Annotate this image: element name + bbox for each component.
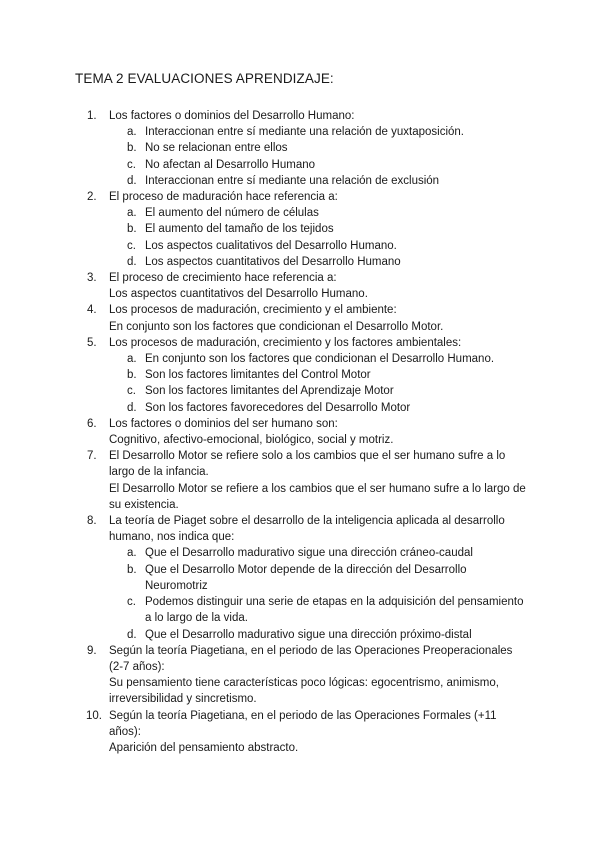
question-6 <box>0 416 529 448</box>
option-text: Los aspectos cualitativos del Desarrollo Humano. <box>145 239 397 252</box>
option-list <box>109 351 529 416</box>
option-list <box>109 124 529 189</box>
question-2 <box>0 189 529 270</box>
option-c <box>109 238 525 254</box>
question-1 <box>0 108 529 189</box>
question-number: 7. <box>87 450 97 463</box>
question-10 <box>0 708 529 757</box>
question-text: Los procesos de maduración, crecimiento y los factores ambientales: <box>109 336 462 349</box>
option-letter: a. <box>127 207 137 220</box>
question-text: Los factores o dominios del ser humano son: <box>109 417 338 430</box>
option-text: Son los factores limitantes del Control Motor <box>145 369 371 382</box>
option-text: El aumento del número de células <box>145 207 319 220</box>
question-text: El Desarrollo Motor se refiere solo a los cambios que el ser humano sufre a lo largo de la infancia. <box>109 450 506 479</box>
option-letter: d. <box>127 174 137 187</box>
question-number: 2. <box>87 191 97 204</box>
question-text: El proceso de crecimiento hace referencia a: <box>109 272 337 285</box>
option-letter: c. <box>127 596 136 609</box>
option-text: El aumento del tamaño de los tejidos <box>145 223 334 236</box>
question-text: Los factores o dominios del Desarrollo Humano: <box>109 110 355 122</box>
question-text: La teoría de Piaget sobre el desarrollo de la inteligencia aplicada al desarrollo humano, nos indica que: <box>109 515 505 544</box>
option-text: Interaccionan entre sí mediante una relación de exclusión <box>145 174 440 187</box>
option-letter: b. <box>127 142 137 155</box>
option-letter: b. <box>127 563 137 576</box>
question-number: 1. <box>87 110 97 122</box>
option-letter: d. <box>127 401 137 414</box>
answer-text: Aparición del pensamiento abstracto. <box>109 741 299 754</box>
option-a <box>109 124 525 140</box>
question-number: 3. <box>87 272 97 285</box>
question-number: 5. <box>87 336 97 349</box>
option-text: No se relacionan entre ellos <box>145 142 288 155</box>
question-text: El proceso de maduración hace referencia a: <box>109 191 338 204</box>
question-number: 6. <box>87 417 97 430</box>
option-text: Son los factores favorecedores del Desarrollo Motor <box>145 401 411 414</box>
option-b <box>109 562 525 594</box>
question-4 <box>0 302 529 334</box>
option-text: Interaccionan entre sí mediante una relación de yuxtaposición. <box>145 126 465 139</box>
question-number: 8. <box>87 515 97 528</box>
option-text: No afectan al Desarrollo Humano <box>145 158 316 171</box>
question-text: Según la teoría Piagetiana, en el periodo de las Operaciones Preoperacionales (2-7 años): <box>109 644 513 673</box>
option-a <box>109 205 525 221</box>
option-letter: c. <box>127 239 136 252</box>
question-number: 10. <box>86 709 102 722</box>
question-3 <box>0 270 529 302</box>
option-text: Son los factores limitantes del Aprendizaje Motor <box>145 385 394 398</box>
option-list <box>109 545 529 642</box>
option-d <box>109 400 525 416</box>
question-number: 9. <box>87 644 97 657</box>
option-letter: d. <box>127 255 137 268</box>
answer-text: Los aspectos cuantitativos del Desarrollo Humano. <box>109 288 368 301</box>
answer-text: El Desarrollo Motor se refiere a los cambios que el ser humano sufre a lo largo de su existencia. <box>109 482 526 511</box>
option-b <box>109 140 525 156</box>
option-text: Que el Desarrollo madurativo sigue una dirección cráneo-caudal <box>145 547 473 560</box>
option-text: En conjunto son los factores que condicionan el Desarrollo Humano. <box>145 353 495 366</box>
option-letter: b. <box>127 223 137 236</box>
option-c <box>109 157 525 173</box>
question-7 <box>0 448 529 513</box>
option-a <box>109 351 525 367</box>
option-a <box>109 545 525 561</box>
option-letter: c. <box>127 385 136 398</box>
option-b <box>109 221 525 237</box>
option-letter: d. <box>127 628 137 641</box>
option-c <box>109 383 525 399</box>
option-text: Podemos distinguir una serie de etapas en la adquisición del pensamiento a lo largo de la vida. <box>145 596 524 625</box>
option-text: Que el Desarrollo madurativo sigue una dirección próximo-distal <box>145 628 472 641</box>
question-5 <box>0 335 529 416</box>
question-number: 4. <box>87 304 97 317</box>
document-title: TEMA 2 EVALUACIONES APRENDIZAJE: <box>75 71 334 86</box>
answer-text: En conjunto son los factores que condicionan el Desarrollo Motor. <box>109 320 444 333</box>
option-c <box>109 594 525 626</box>
option-b <box>109 367 525 383</box>
option-d <box>109 173 525 189</box>
option-letter: b. <box>127 369 137 382</box>
option-letter: a. <box>127 547 137 560</box>
answer-text: Cognitivo, afectivo-emocional, biológico, social y motriz. <box>109 434 394 447</box>
question-8 <box>0 513 529 643</box>
question-text: Los procesos de maduración, crecimiento y el ambiente: <box>109 304 397 317</box>
option-d <box>109 627 525 643</box>
question-9 <box>0 643 529 708</box>
option-text: Que el Desarrollo Motor depende de la dirección del Desarrollo Neuromotriz <box>145 563 467 592</box>
option-letter: a. <box>127 353 137 366</box>
question-text: Según la teoría Piagetiana, en el periodo de las Operaciones Formales (+11 años): <box>109 709 497 738</box>
option-list <box>109 205 529 270</box>
option-letter: a. <box>127 126 137 139</box>
answer-text: Su pensamiento tiene características poco lógicas: egocentrismo, animismo, irreversibilidad y sincretismo. <box>109 677 499 706</box>
option-text: Los aspectos cuantitativos del Desarrollo Humano <box>145 255 401 268</box>
option-d <box>109 254 525 270</box>
option-letter: c. <box>127 158 136 171</box>
question-list <box>0 108 600 756</box>
